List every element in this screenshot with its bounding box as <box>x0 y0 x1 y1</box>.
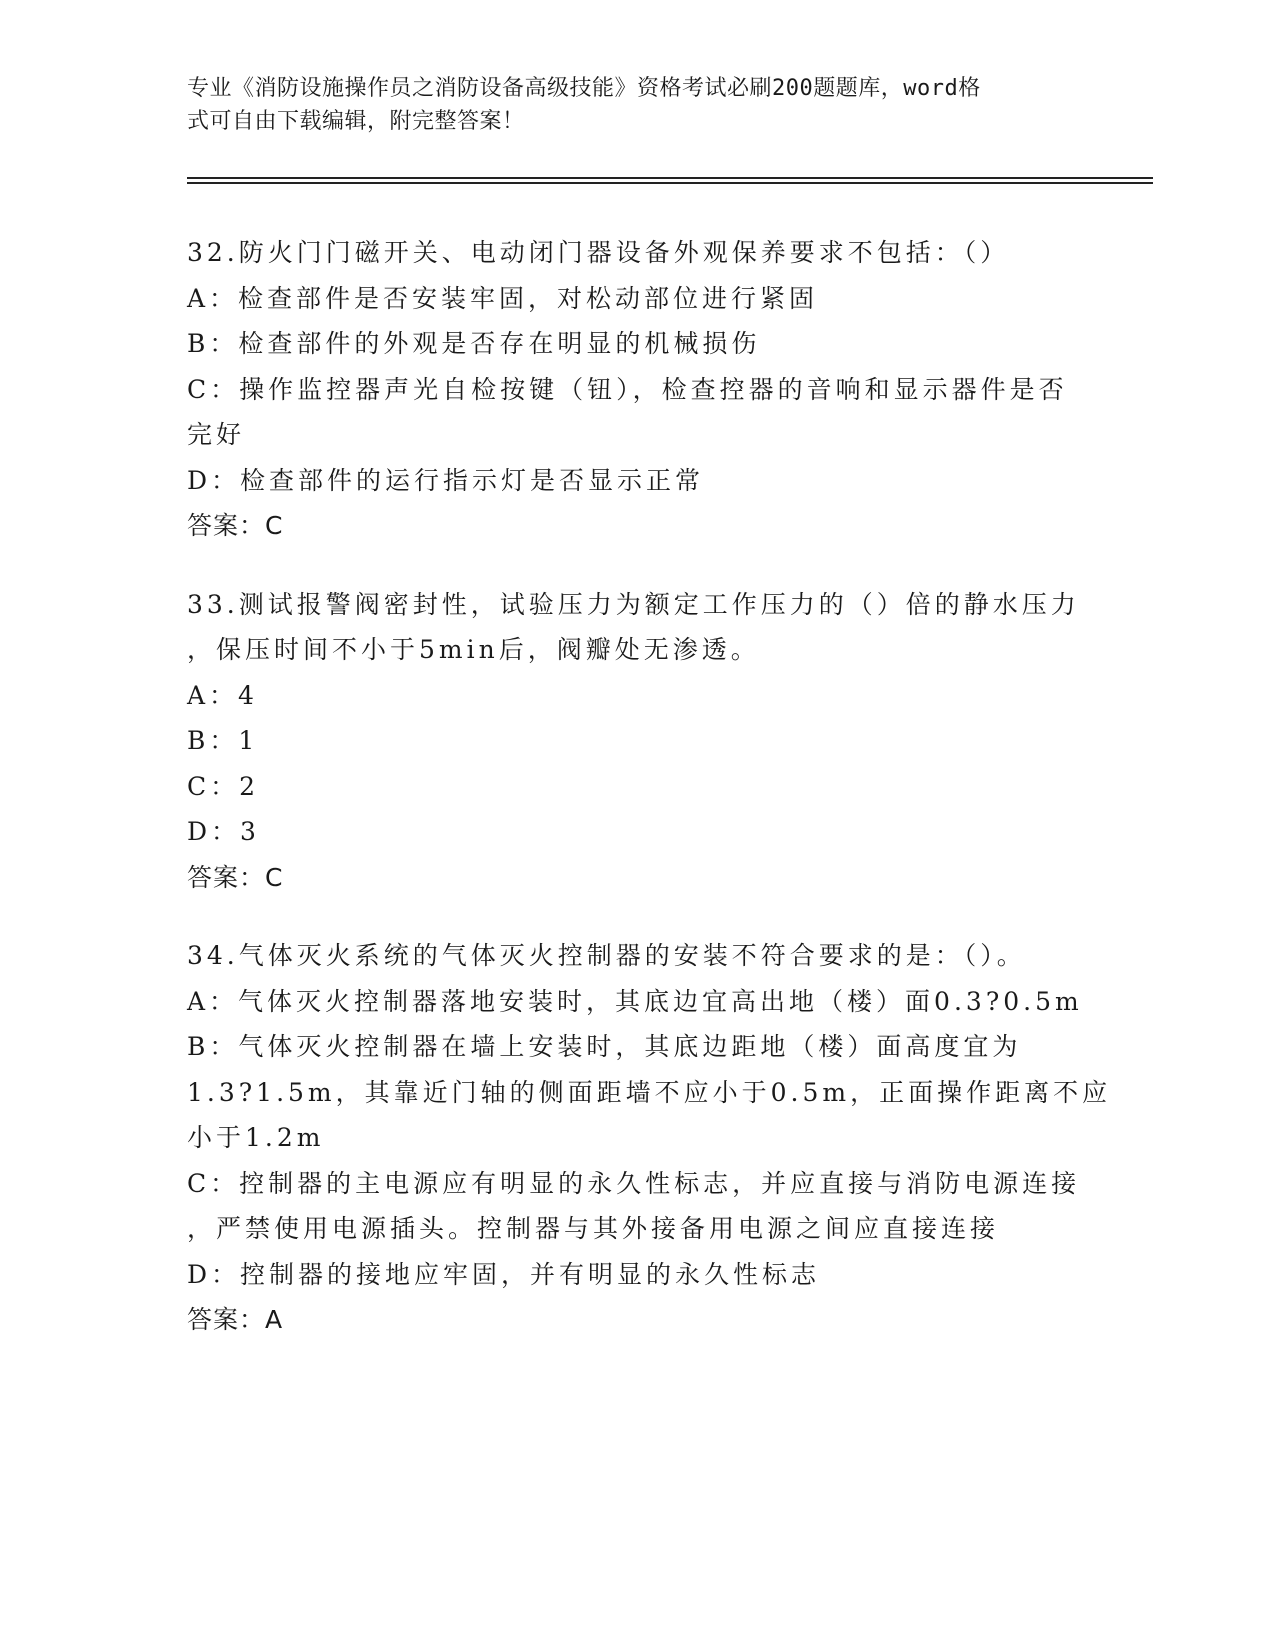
header-divider-bottom <box>187 182 1153 184</box>
question-line: 33.测试报警阀密封性，试验压力为额定工作压力的（）倍的静水压力 <box>187 589 1080 619</box>
option-d: D：检查部件的运行指示灯是否显示正常 <box>187 465 705 495</box>
option-c-continued: 完好 <box>187 420 246 449</box>
option-b-continued: 小于1.2m <box>187 1123 325 1152</box>
question-line: 32.防火门门磁开关、电动闭门器设备外观保养要求不包括：（） <box>187 238 1010 267</box>
question-33 <box>187 582 1087 901</box>
option-a: A：气体灭火控制器落地安装时，其底边宜高出地（楼）面0.3?0.5m <box>187 986 1083 1016</box>
option-b: B：检查部件的外观是否存在明显的机械损伤 <box>187 329 761 358</box>
option-c-continued: ，严禁使用电源插头。控制器与其外接备用电源之间应直接连接 <box>187 1214 1000 1243</box>
option-a: A：检查部件是否安装牢固，对松动部位进行紧固 <box>187 283 819 313</box>
option-b-continued: 1.3?1.5m，其靠近门轴的侧面距墙不应小于0.5m，正面操作距离不应 <box>187 1077 1112 1107</box>
header-line-2: 式可自由下载编辑，附完整答案！ <box>187 109 525 134</box>
option-c: C：2 <box>187 771 260 801</box>
question-line-continued: ，保压时间不小于5min后，阀瓣处无渗透。 <box>187 635 760 664</box>
option-b: B：气体灭火控制器在墙上安装时，其底边距地（楼）面高度宜为 <box>187 1032 1022 1061</box>
answer: 答案：A <box>187 1305 284 1334</box>
answer: 答案：C <box>187 511 284 540</box>
question-34 <box>187 933 1112 1343</box>
answer: 答案：C <box>187 862 284 892</box>
header-line-1: 专业《消防设施操作员之消防设备高级技能》资格考试必刷200题题库，word格 <box>187 76 981 101</box>
option-d: D：控制器的接地应牢固，并有明显的永久性标志 <box>187 1259 821 1289</box>
option-d: D：3 <box>187 817 260 846</box>
option-b: B：1 <box>187 726 259 755</box>
option-a: A：4 <box>187 680 258 710</box>
question-32 <box>187 230 1087 549</box>
document-header <box>187 72 1057 138</box>
option-c: C：操作监控器声光自检按键（钮），检查控器的音响和显示器件是否 <box>187 374 1068 404</box>
option-c: C：控制器的主电源应有明显的永久性标志，并应直接与消防电源连接 <box>187 1168 1081 1198</box>
question-line: 34.气体灭火系统的气体灭火控制器的安装不符合要求的是：（）。 <box>187 941 1026 970</box>
header-divider-top <box>187 177 1153 179</box>
question-list <box>187 230 1112 1376</box>
